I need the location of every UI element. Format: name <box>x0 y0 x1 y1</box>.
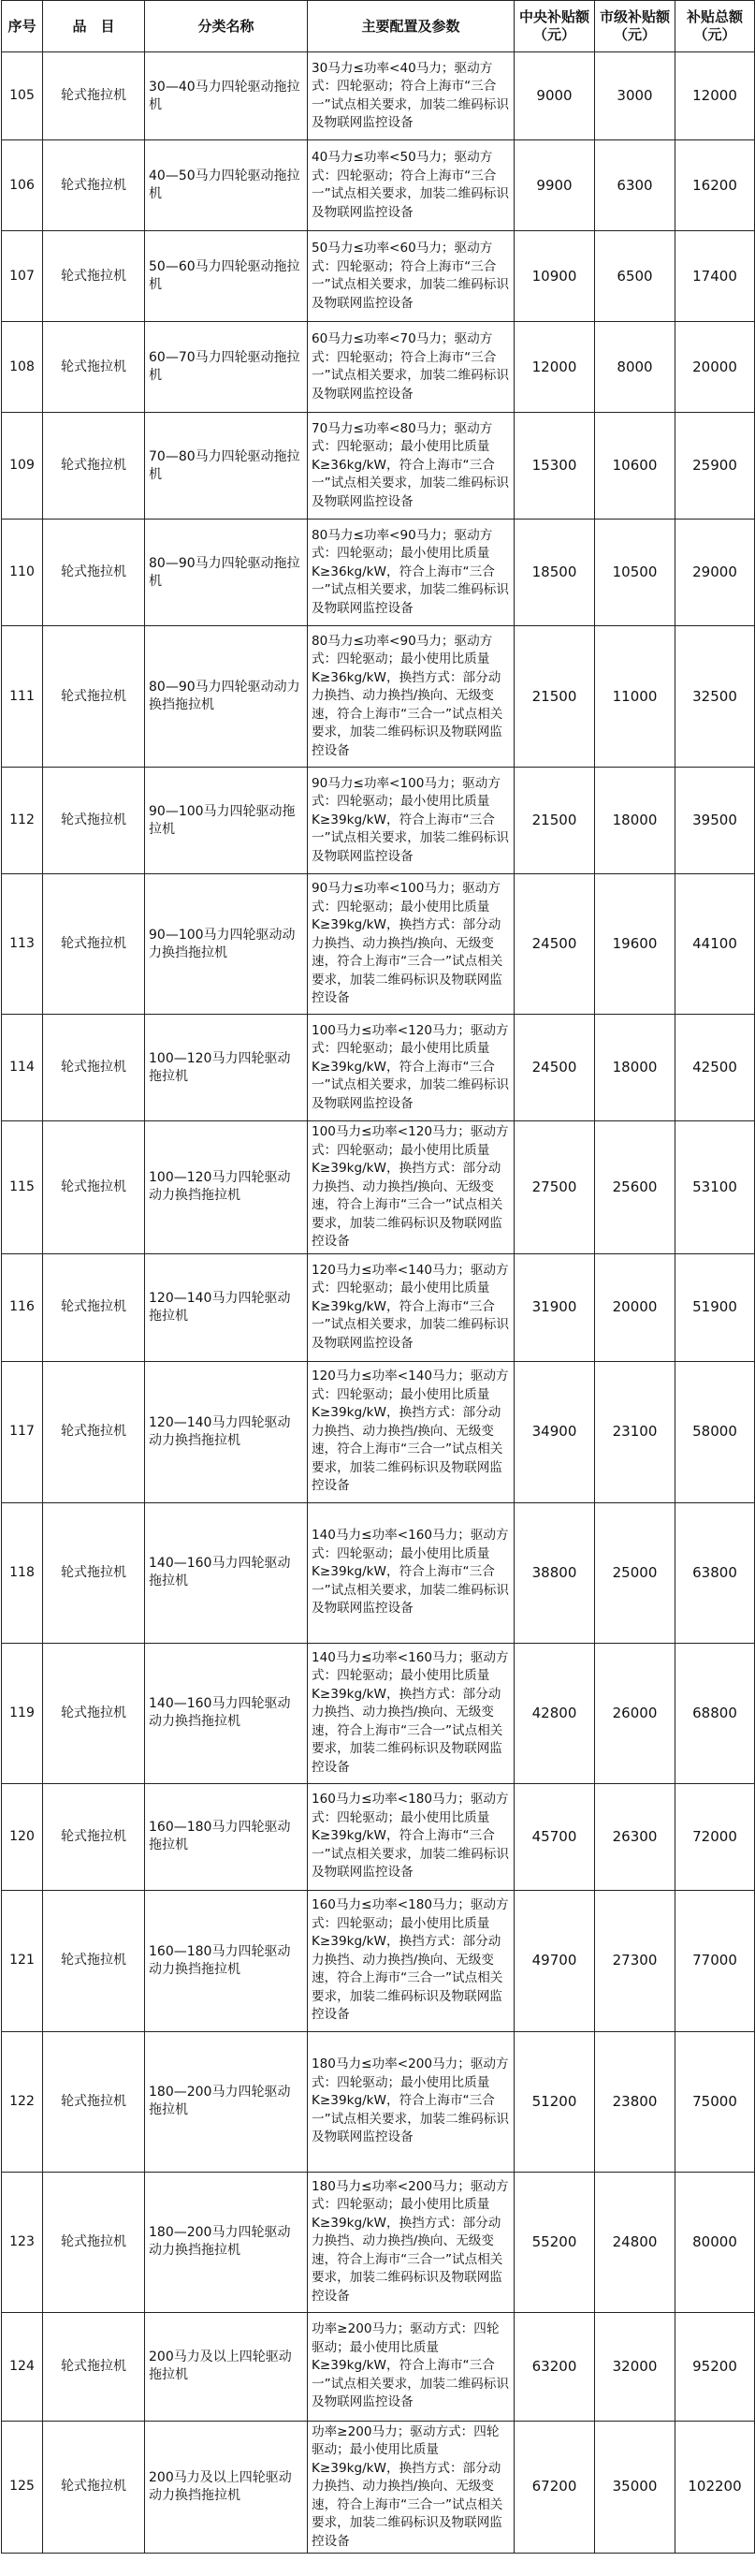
row-item: 轮式拖拉机 <box>43 1361 145 1502</box>
row-config: 功率≥200马力；驱动方式：四轮驱动；最小使用比质量K≥39kg/kW，换挡方式：部分动力换挡、动力换挡/换向、无级变速，符合上海市“三合一”试点相关要求，加装二维码标识及物联网监控设备 <box>308 2421 515 2554</box>
row-item: 轮式拖拉机 <box>43 1643 145 1783</box>
table-row <box>2 520 755 626</box>
row-number: 113 <box>2 874 43 1015</box>
row-number: 112 <box>2 768 43 874</box>
row-municipal-subsidy: 25000 <box>595 1502 675 1643</box>
row-category: 160—180马力四轮驱动动力换挡拖拉机 <box>145 1890 308 2031</box>
row-number: 114 <box>2 1015 43 1121</box>
row-total-subsidy: 102200 <box>675 2421 755 2554</box>
row-central-subsidy: 55200 <box>515 2172 595 2312</box>
row-total-subsidy: 39500 <box>675 768 755 874</box>
table-row <box>2 1643 755 1783</box>
table-row <box>2 231 755 322</box>
row-category: 180—200马力四轮驱动拖拉机 <box>145 2031 308 2172</box>
row-number: 118 <box>2 1502 43 1643</box>
header-total: 补贴总额（元） <box>675 1 755 52</box>
row-municipal-subsidy: 18000 <box>595 768 675 874</box>
row-config: 180马力≤功率<200马力；驱动方式：四轮驱动；最小使用比质量K≥39kg/kW，符合上海市“三合一”试点相关要求，加装二维码标识及物联网监控设备 <box>308 2031 515 2172</box>
row-number: 105 <box>2 52 43 140</box>
row-central-subsidy: 38800 <box>515 1502 595 1643</box>
row-config: 90马力≤功率<100马力；驱动方式：四轮驱动；最小使用比质量K≥39kg/kW，换挡方式：部分动力换挡、动力换挡/换向、无级变速，符合上海市“三合一”试点相关要求，加装二维码标识及物联网监控设备 <box>308 874 515 1015</box>
table-row <box>2 1253 755 1361</box>
row-config: 120马力≤功率<140马力；驱动方式：四轮驱动；最小使用比质量K≥39kg/kW，换挡方式：部分动力换挡、动力换挡/换向、无级变速，符合上海市“三合一”试点相关要求，加装二维码标识及物联网监控设备 <box>308 1361 515 1502</box>
row-item: 轮式拖拉机 <box>43 626 145 768</box>
row-central-subsidy: 9900 <box>515 140 595 231</box>
row-item: 轮式拖拉机 <box>43 2312 145 2421</box>
row-category: 50—60马力四轮驱动拖拉机 <box>145 231 308 322</box>
row-municipal-subsidy: 27300 <box>595 1890 675 2031</box>
row-total-subsidy: 42500 <box>675 1015 755 1121</box>
row-total-subsidy: 75000 <box>675 2031 755 2172</box>
table-row <box>2 1890 755 2031</box>
row-item: 轮式拖拉机 <box>43 874 145 1015</box>
row-central-subsidy: 21500 <box>515 626 595 768</box>
row-category: 60—70马力四轮驱动拖拉机 <box>145 322 308 413</box>
row-central-subsidy: 63200 <box>515 2312 595 2421</box>
table-row <box>2 52 755 140</box>
table-row <box>2 1361 755 1502</box>
row-category: 100—120马力四轮驱动拖拉机 <box>145 1015 308 1121</box>
row-config: 80马力≤功率<90马力；驱动方式：四轮驱动；最小使用比质量K≥36kg/kW，换挡方式：部分动力换挡、动力换挡/换向、无级变速，符合上海市“三合一”试点相关要求，加装二维码标识及物联网监控设备 <box>308 626 515 768</box>
row-municipal-subsidy: 20000 <box>595 1253 675 1361</box>
row-config: 90马力≤功率<100马力；驱动方式：四轮驱动；最小使用比质量K≥39kg/kW，符合上海市“三合一”试点相关要求，加装二维码标识及物联网监控设备 <box>308 768 515 874</box>
row-item: 轮式拖拉机 <box>43 1121 145 1254</box>
row-total-subsidy: 44100 <box>675 874 755 1015</box>
row-central-subsidy: 15300 <box>515 413 595 520</box>
row-item: 轮式拖拉机 <box>43 520 145 626</box>
row-total-subsidy: 12000 <box>675 52 755 140</box>
row-category: 140—160马力四轮驱动拖拉机 <box>145 1502 308 1643</box>
row-item: 轮式拖拉机 <box>43 140 145 231</box>
row-central-subsidy: 31900 <box>515 1253 595 1361</box>
row-category: 180—200马力四轮驱动动力换挡拖拉机 <box>145 2172 308 2312</box>
table-row <box>2 140 755 231</box>
row-config: 50马力≤功率<60马力；驱动方式：四轮驱动；符合上海市“三合一”试点相关要求，加装二维码标识及物联网监控设备 <box>308 231 515 322</box>
row-config: 100马力≤功率<120马力；驱动方式：四轮驱动；最小使用比质量K≥39kg/kW，换挡方式：部分动力换挡、动力换挡/换向、无级变速，符合上海市“三合一”试点相关要求，加装二维码标识及物联网监控设备 <box>308 1121 515 1254</box>
row-municipal-subsidy: 10600 <box>595 413 675 520</box>
table-row <box>2 1502 755 1643</box>
row-item: 轮式拖拉机 <box>43 768 145 874</box>
row-municipal-subsidy: 6500 <box>595 231 675 322</box>
row-number: 122 <box>2 2031 43 2172</box>
header-config: 主要配置及参数 <box>308 1 515 52</box>
row-config: 30马力≤功率<40马力；驱动方式：四轮驱动；符合上海市“三合一”试点相关要求，加装二维码标识及物联网监控设备 <box>308 52 515 140</box>
table-row <box>2 1783 755 1890</box>
table-row <box>2 2172 755 2312</box>
row-municipal-subsidy: 8000 <box>595 322 675 413</box>
header-category: 分类名称 <box>145 1 308 52</box>
row-category: 90—100马力四轮驱动动力换挡拖拉机 <box>145 874 308 1015</box>
row-total-subsidy: 29000 <box>675 520 755 626</box>
row-category: 90—100马力四轮驱动拖拉机 <box>145 768 308 874</box>
row-central-subsidy: 24500 <box>515 1015 595 1121</box>
row-central-subsidy: 67200 <box>515 2421 595 2554</box>
row-number: 123 <box>2 2172 43 2312</box>
row-municipal-subsidy: 24800 <box>595 2172 675 2312</box>
row-number: 111 <box>2 626 43 768</box>
row-number: 109 <box>2 413 43 520</box>
row-municipal-subsidy: 26000 <box>595 1643 675 1783</box>
header-row <box>2 1 755 52</box>
row-total-subsidy: 20000 <box>675 322 755 413</box>
table-row <box>2 2031 755 2172</box>
row-central-subsidy: 9000 <box>515 52 595 140</box>
row-item: 轮式拖拉机 <box>43 2031 145 2172</box>
table-row <box>2 413 755 520</box>
row-category: 100—120马力四轮驱动动力换挡拖拉机 <box>145 1121 308 1254</box>
row-config: 140马力≤功率<160马力；驱动方式：四轮驱动；最小使用比质量K≥39kg/kW，换挡方式：部分动力换挡、动力换挡/换向、无级变速，符合上海市“三合一”试点相关要求，加装二维码标识及物联网监控设备 <box>308 1643 515 1783</box>
row-central-subsidy: 18500 <box>515 520 595 626</box>
row-number: 120 <box>2 1783 43 1890</box>
table-row <box>2 322 755 413</box>
row-config: 160马力≤功率<180马力；驱动方式：四轮驱动；最小使用比质量K≥39kg/kW，符合上海市“三合一”试点相关要求，加装二维码标识及物联网监控设备 <box>308 1783 515 1890</box>
row-central-subsidy: 27500 <box>515 1121 595 1254</box>
row-municipal-subsidy: 3000 <box>595 52 675 140</box>
header-municipal: 市级补贴额（元） <box>595 1 675 52</box>
row-total-subsidy: 95200 <box>675 2312 755 2421</box>
row-total-subsidy: 68800 <box>675 1643 755 1783</box>
subsidy-table <box>1 0 755 2554</box>
row-total-subsidy: 63800 <box>675 1502 755 1643</box>
header-no: 序号 <box>2 1 43 52</box>
table-row <box>2 2421 755 2554</box>
row-category: 30—40马力四轮驱动拖拉机 <box>145 52 308 140</box>
row-item: 轮式拖拉机 <box>43 413 145 520</box>
row-item: 轮式拖拉机 <box>43 2172 145 2312</box>
row-central-subsidy: 12000 <box>515 322 595 413</box>
row-number: 121 <box>2 1890 43 2031</box>
row-config: 40马力≤功率<50马力；驱动方式：四轮驱动；符合上海市“三合一”试点相关要求，加装二维码标识及物联网监控设备 <box>308 140 515 231</box>
row-item: 轮式拖拉机 <box>43 1253 145 1361</box>
row-number: 106 <box>2 140 43 231</box>
row-municipal-subsidy: 19600 <box>595 874 675 1015</box>
table-row <box>2 1015 755 1121</box>
row-central-subsidy: 10900 <box>515 231 595 322</box>
row-item: 轮式拖拉机 <box>43 231 145 322</box>
row-category: 70—80马力四轮驱动拖拉机 <box>145 413 308 520</box>
table-row <box>2 2312 755 2421</box>
row-central-subsidy: 42800 <box>515 1643 595 1783</box>
row-item: 轮式拖拉机 <box>43 1502 145 1643</box>
table-row <box>2 626 755 768</box>
row-number: 124 <box>2 2312 43 2421</box>
row-number: 115 <box>2 1121 43 1254</box>
row-central-subsidy: 49700 <box>515 1890 595 2031</box>
row-central-subsidy: 21500 <box>515 768 595 874</box>
row-config: 60马力≤功率<70马力；驱动方式：四轮驱动；符合上海市“三合一”试点相关要求，加装二维码标识及物联网监控设备 <box>308 322 515 413</box>
row-central-subsidy: 45700 <box>515 1783 595 1890</box>
row-number: 108 <box>2 322 43 413</box>
row-category: 80—90马力四轮驱动拖拉机 <box>145 520 308 626</box>
row-category: 40—50马力四轮驱动拖拉机 <box>145 140 308 231</box>
row-item: 轮式拖拉机 <box>43 1783 145 1890</box>
row-municipal-subsidy: 11000 <box>595 626 675 768</box>
row-municipal-subsidy: 32000 <box>595 2312 675 2421</box>
row-central-subsidy: 51200 <box>515 2031 595 2172</box>
row-item: 轮式拖拉机 <box>43 1015 145 1121</box>
row-number: 125 <box>2 2421 43 2554</box>
row-number: 116 <box>2 1253 43 1361</box>
row-municipal-subsidy: 23800 <box>595 2031 675 2172</box>
row-municipal-subsidy: 6300 <box>595 140 675 231</box>
row-total-subsidy: 16200 <box>675 140 755 231</box>
row-config: 120马力≤功率<140马力；驱动方式：四轮驱动；最小使用比质量K≥39kg/kW，符合上海市“三合一”试点相关要求，加装二维码标识及物联网监控设备 <box>308 1253 515 1361</box>
row-config: 100马力≤功率<120马力；驱动方式：四轮驱动；最小使用比质量K≥39kg/kW，符合上海市“三合一”试点相关要求，加装二维码标识及物联网监控设备 <box>308 1015 515 1121</box>
table-row <box>2 874 755 1015</box>
row-municipal-subsidy: 25600 <box>595 1121 675 1254</box>
row-total-subsidy: 17400 <box>675 231 755 322</box>
row-central-subsidy: 34900 <box>515 1361 595 1502</box>
row-config: 180马力≤功率<200马力；驱动方式：四轮驱动；最小使用比质量K≥39kg/kW，换挡方式：部分动力换挡、动力换挡/换向、无级变速，符合上海市“三合一”试点相关要求，加装二维码标识及物联网监控设备 <box>308 2172 515 2312</box>
row-item: 轮式拖拉机 <box>43 2421 145 2554</box>
row-number: 117 <box>2 1361 43 1502</box>
row-item: 轮式拖拉机 <box>43 52 145 140</box>
row-number: 110 <box>2 520 43 626</box>
row-total-subsidy: 25900 <box>675 413 755 520</box>
table-row <box>2 1121 755 1254</box>
row-category: 80—90马力四轮驱动动力换挡拖拉机 <box>145 626 308 768</box>
header-central: 中央补贴额（元） <box>515 1 595 52</box>
row-config: 160马力≤功率<180马力；驱动方式：四轮驱动；最小使用比质量K≥39kg/kW，换挡方式：部分动力换挡、动力换挡/换向、无级变速，符合上海市“三合一”试点相关要求，加装二维码标识及物联网监控设备 <box>308 1890 515 2031</box>
row-total-subsidy: 72000 <box>675 1783 755 1890</box>
row-category: 200马力及以上四轮驱动动力换挡拖拉机 <box>145 2421 308 2554</box>
row-config: 80马力≤功率<90马力；驱动方式：四轮驱动；最小使用比质量K≥36kg/kW，符合上海市“三合一”试点相关要求，加装二维码标识及物联网监控设备 <box>308 520 515 626</box>
row-municipal-subsidy: 23100 <box>595 1361 675 1502</box>
row-total-subsidy: 51900 <box>675 1253 755 1361</box>
row-category: 120—140马力四轮驱动拖拉机 <box>145 1253 308 1361</box>
row-total-subsidy: 32500 <box>675 626 755 768</box>
row-category: 160—180马力四轮驱动拖拉机 <box>145 1783 308 1890</box>
row-category: 120—140马力四轮驱动动力换挡拖拉机 <box>145 1361 308 1502</box>
row-municipal-subsidy: 18000 <box>595 1015 675 1121</box>
row-item: 轮式拖拉机 <box>43 322 145 413</box>
row-municipal-subsidy: 35000 <box>595 2421 675 2554</box>
row-number: 107 <box>2 231 43 322</box>
row-category: 200马力及以上四轮驱动拖拉机 <box>145 2312 308 2421</box>
row-config: 140马力≤功率<160马力；驱动方式：四轮驱动；最小使用比质量K≥39kg/kW，符合上海市“三合一”试点相关要求，加装二维码标识及物联网监控设备 <box>308 1502 515 1643</box>
row-config: 70马力≤功率<80马力；驱动方式：四轮驱动；最小使用比质量K≥36kg/kW，符合上海市“三合一”试点相关要求，加装二维码标识及物联网监控设备 <box>308 413 515 520</box>
row-municipal-subsidy: 10500 <box>595 520 675 626</box>
row-total-subsidy: 53100 <box>675 1121 755 1254</box>
row-central-subsidy: 24500 <box>515 874 595 1015</box>
row-municipal-subsidy: 26300 <box>595 1783 675 1890</box>
row-category: 140—160马力四轮驱动动力换挡拖拉机 <box>145 1643 308 1783</box>
row-config: 功率≥200马力；驱动方式：四轮驱动；最小使用比质量K≥39kg/kW，符合上海市“三合一”试点相关要求，加装二维码标识及物联网监控设备 <box>308 2312 515 2421</box>
row-total-subsidy: 80000 <box>675 2172 755 2312</box>
row-number: 119 <box>2 1643 43 1783</box>
table-row <box>2 768 755 874</box>
row-total-subsidy: 77000 <box>675 1890 755 2031</box>
header-item: 品 目 <box>43 1 145 52</box>
row-item: 轮式拖拉机 <box>43 1890 145 2031</box>
row-total-subsidy: 58000 <box>675 1361 755 1502</box>
